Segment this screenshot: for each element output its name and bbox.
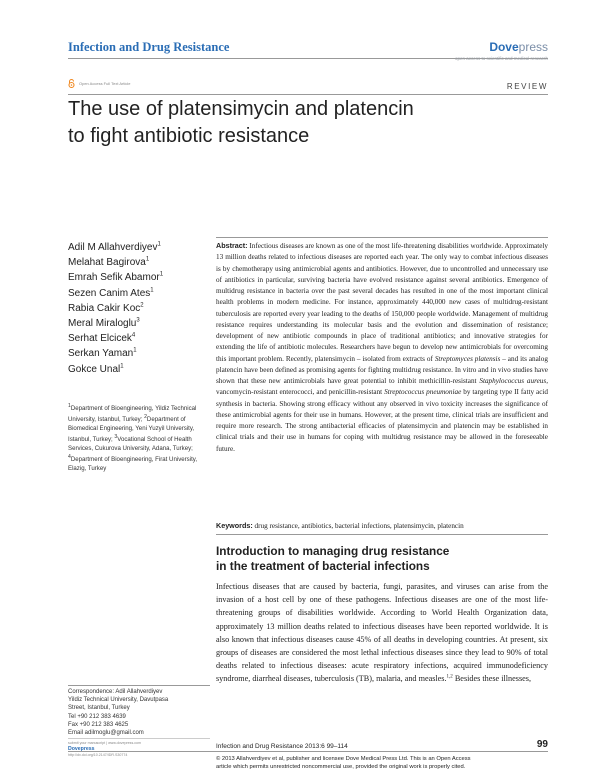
open-access-label: Open Access Full Text Article (79, 81, 131, 86)
license-text (216, 755, 550, 771)
correspondence-line: Fax +90 212 383 4625 (68, 721, 129, 728)
correspondence (68, 688, 210, 737)
correspondence-line: Yildiz Technical University, Davutpasa (68, 697, 169, 704)
abstract-text: by targeting type II fatty acid synthesis in bacteria. Showing strong efficacy without any observed in vivo toxicity increases the significance of these antimicrobial agents for their use in humans. However, at the present time, clinical trials are insufficient and require more research. The strong antibacterial efficacies of platensimycin and platencin may be established in clinical trials and their use in humans for coping with multidrug resistance may be allowed in the foreseeable future. (216, 388, 548, 453)
title-line-2: to fight antibiotic resistance (68, 125, 310, 147)
keywords (216, 521, 548, 531)
brand-press: press (518, 40, 548, 54)
brand-tagline: open access to scientific and medical research (454, 56, 548, 61)
body-text (216, 580, 548, 686)
journal-name[interactable]: Infection and Drug Resistance (68, 40, 230, 54)
correspondence-line: Correspondence: Adil Allahverdiyev (68, 689, 163, 695)
open-access-icon (68, 79, 75, 88)
heading-line-1: Introduction to managing drug resistance (216, 544, 450, 558)
brand-dove: Dove (489, 40, 519, 54)
affiliations (68, 402, 210, 473)
footer-left (68, 740, 210, 758)
keywords-divider (216, 534, 548, 535)
author: Rabia Cakir Koc$^2$ (68, 302, 144, 314)
email-link[interactable]: Email adilmoglu@gmail.com (68, 730, 144, 737)
species-name: Streptomyces platensis (434, 354, 501, 363)
paragraph-text: Besides these illnesses, (452, 674, 532, 684)
submit-link[interactable]: submit your manuscript | www.dovepress.com (68, 741, 142, 745)
dovepress-logo[interactable] (489, 40, 548, 54)
page-number: 99 (536, 739, 548, 750)
citation-link[interactable]: 1,2 (446, 674, 453, 680)
abstract-label: Abstract: (216, 241, 248, 250)
author: Adil M Allahverdiyev$^1$ (68, 241, 161, 253)
affiliation: Department of Bioengineering, Firat University, Elazig, Turkey (68, 456, 198, 472)
species-name: Streptococcus pneumoniae (384, 388, 462, 397)
footer-dovepress-logo[interactable]: Dovepress (68, 746, 95, 752)
paragraph-text: Infectious diseases that are caused by bacteria, fungi, parasites, and viruses can arise from the invasion of a host cell by one of these pathogens. Infectious diseases are one of the most life-threatening groups of disabilities worldwide. According to World Health Organization data, approximately 13 million deaths related to infectious diseases have been reported worldwide. It is also known that infectious diseases cause 45% of all deaths in developing countries. At present, six groups of diseases are considered the most lethal infectious diseases since they lead to 90% of total deaths related to infectious diseases: acute respiratory infections, acquired immunodeficiency syndrome, diarrheal diseases, tuberculosis (TB), malaria, and measles. (216, 582, 548, 684)
license-line: © 2013 Allahverdiyev et al, publisher and licensee Dove Medical Press Ltd. This is an Open Access (216, 756, 471, 762)
author: Gokce Unal$^1$ (68, 363, 124, 375)
author: Emrah Sefik Abamor$^1$ (68, 272, 164, 284)
author: Sezen Canim Ates$^1$ (68, 287, 154, 299)
affiliation-mark: 3 (114, 434, 118, 441)
abstract-text: Infectious diseases are known as one of the most life-threatening disabilities worldwide. Approximately 13 million deaths related to infectious diseases are reported each year. The only way to combat infectious diseases is by chemotherapy using antimicrobial agents and antibiotics. However, due to uncontrolled and unnecessary use of antibiotics in particular, surviving bacteria have evolved resistance against several antibiotics. Emergence of multidrug resistance in bacteria over the past several decades has resulted in one of the most important clinical health problems in modern medicine. For instance, approximately 440,000 new cases of multidrug-resistant tuberculosis are reported every year leading to the deaths of 150,000 people worldwide. Management of multidrug resistance requires understanding its molecular basis and the evolution and dissemination of resistance; development of new antibiotic compounds in place of traditional antibiotics; and innovative strategies for extending the life of antibiotic molecules. Researchers have begun to develop new antimicrobials for overcoming this important problem. Recently, platensimycin – isolated from extracts of (216, 242, 549, 363)
correspondence-line: Street, Istanbul, Turkey (68, 705, 130, 712)
affiliation: Department of Biomedical Engineering, Yeni Yuzyil University, Istanbul, Turkey; (68, 416, 195, 444)
author: Serhat Elcicek$^4$ (68, 332, 136, 345)
affiliation-mark: 4 (68, 454, 71, 461)
abstract-divider (216, 237, 548, 238)
author: Melahat Bagirova$^1$ (68, 256, 150, 269)
affiliation-mark: 2 (144, 414, 147, 421)
footer-divider (68, 751, 548, 752)
title-divider (68, 94, 548, 95)
footer-left-divider (68, 738, 210, 739)
title-line-1: The use of platensimycin and platencin (68, 98, 414, 120)
keywords-text: drug resistance, antibiotics, bacterial infections, platensimycin, platencin (254, 522, 464, 530)
open-access-badge[interactable] (68, 79, 131, 88)
keywords-label: Keywords: (216, 521, 253, 530)
section-heading (216, 544, 548, 573)
species-name: Staphylococcus aureus (479, 377, 547, 385)
correspondence-line: Tel +90 212 383 4639 (68, 713, 126, 720)
doi-link[interactable]: http://dx.doi.org/10.2147/IDR.S30774 (68, 753, 128, 757)
author: Serkan Yaman$^1$ (68, 348, 137, 360)
footer-journal: Infection and Drug Resistance 2013:6 99–114 (216, 743, 348, 750)
abstract-text: , vancomycin-resistant enterococci, and penicillin-resistant (216, 377, 548, 397)
affiliation-mark: 1 (68, 403, 71, 409)
affiliation: Vocational School of Health Services, Cukurova University, Adana, Turkey; (68, 436, 193, 452)
author-list (68, 240, 218, 377)
article-title (68, 96, 488, 150)
abstract-text: – and its analog platencin have been defined as promising agents for fighting multidrug resistance. In vitro and in vivo studies have shown that these new antimicrobials have great potential to inhibit methicillin-resistant (216, 354, 548, 385)
abstract (216, 240, 548, 455)
correspondence-divider (68, 685, 210, 686)
article-type: REVIEW (506, 82, 548, 91)
heading-line-2: in the treatment of bacterial infections (216, 558, 430, 573)
affiliation: Department of Bioengineering, Yildiz Technical University, Istanbul, Turkey; (68, 405, 197, 424)
author: Meral Miraloglu$^3$ (68, 317, 140, 330)
license-line: article which permits unrestricted noncommercial use, provided the original work is properly cited. (216, 764, 466, 770)
